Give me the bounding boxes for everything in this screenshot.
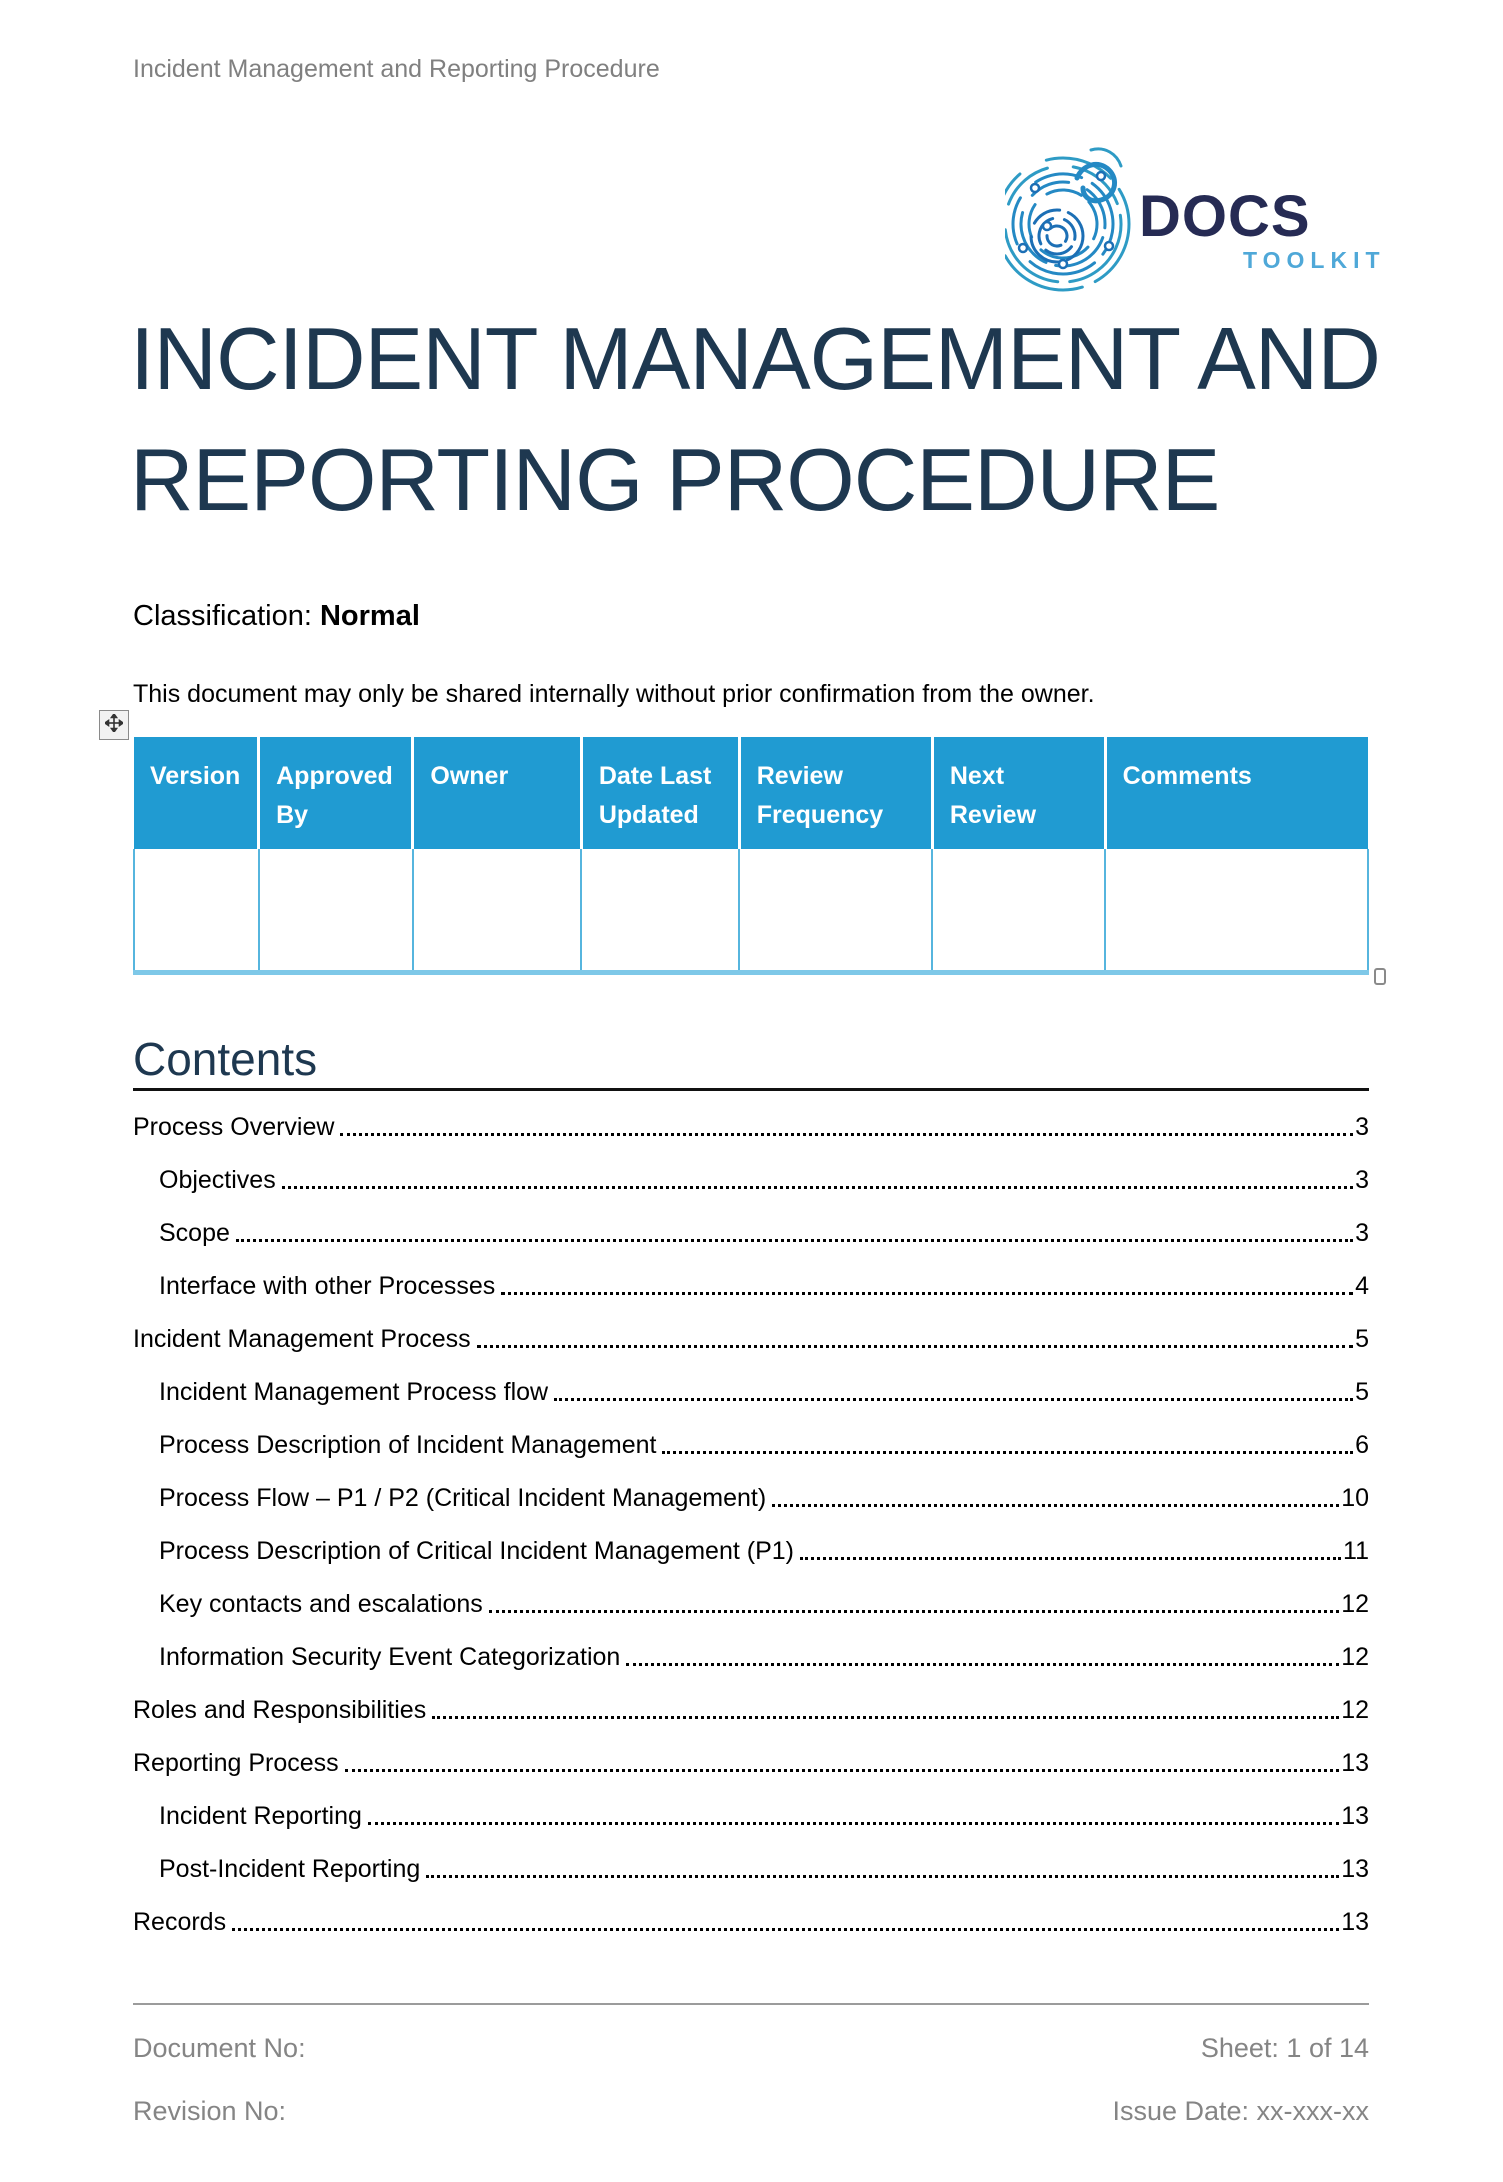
toc-entry-roles-and-responsibilities[interactable] (133, 1680, 1369, 1733)
toc-page-number: 13 (1341, 1855, 1369, 1883)
toc-label: Scope (159, 1219, 230, 1247)
toc-page-number: 11 (1343, 1537, 1369, 1565)
footer-document-no: Document No: (133, 2033, 306, 2063)
dot-leader (554, 1398, 1353, 1401)
toc-page-number: 6 (1355, 1431, 1369, 1459)
toc-label: Objectives (159, 1166, 276, 1194)
table-move-handle[interactable] (99, 710, 129, 740)
toc-entry-key-contacts-and-escalations[interactable] (133, 1574, 1369, 1627)
toc-page-number: 12 (1341, 1696, 1369, 1724)
table-row (134, 849, 1368, 972)
footer-row-2 (133, 2096, 1369, 2127)
toc-entry-process-flow-p1-p2[interactable] (133, 1468, 1369, 1521)
table-resize-handle[interactable] (1374, 968, 1386, 985)
running-header: Incident Management and Reporting Procedure (133, 55, 660, 83)
column-header-version: Version (134, 737, 259, 849)
footer-revision-no: Revision No: (133, 2096, 287, 2126)
toc-page-number: 12 (1341, 1590, 1369, 1618)
toc-label: Process Flow – P1 / P2 (Critical Incident Management) (159, 1484, 767, 1512)
dot-leader (800, 1557, 1341, 1560)
toc-label: Roles and Responsibilities (133, 1696, 427, 1724)
toc-label: Post-Incident Reporting (159, 1855, 421, 1883)
toc-entry-incident-reporting[interactable] (133, 1786, 1369, 1839)
dot-leader (432, 1716, 1339, 1719)
toc-page-number: 13 (1341, 1749, 1369, 1777)
toc-page-number: 4 (1355, 1272, 1369, 1300)
toc-label: Process Overview (133, 1113, 335, 1141)
document-title (130, 298, 1390, 541)
toc-entry-incident-management-process-flow[interactable] (133, 1362, 1369, 1415)
column-header-date-last-updated: Date Last Updated (581, 737, 739, 849)
logo-brand: DOCS (1139, 184, 1311, 249)
fingerprint-icon (1005, 136, 1133, 294)
footer-divider (133, 2003, 1369, 2005)
toc-label: Reporting Process (133, 1749, 339, 1777)
toc-label: Key contacts and escalations (159, 1590, 483, 1618)
table-cell-review-frequency[interactable] (739, 849, 932, 972)
toc-label: Information Security Event Categorization (159, 1643, 621, 1671)
dot-leader (282, 1186, 1353, 1189)
table-cell-owner[interactable] (413, 849, 581, 972)
toc-page-number: 3 (1355, 1219, 1369, 1247)
toc-entry-interface-with-other-processes[interactable] (133, 1256, 1369, 1309)
sharing-notice: This document may only be shared internally without prior confirmation from the owner. (133, 680, 1095, 708)
toc-label: Process Description of Incident Management (159, 1431, 657, 1459)
toc-entry-scope[interactable] (133, 1203, 1369, 1256)
document-title-line1: INCIDENT MANAGEMENT AND (130, 309, 1380, 408)
toc-page-number: 5 (1355, 1325, 1369, 1353)
dot-leader (232, 1928, 1339, 1931)
footer-row-1 (133, 2033, 1369, 2064)
column-header-comments: Comments (1105, 737, 1368, 849)
contents-divider (133, 1088, 1369, 1091)
toc-page-number: 13 (1341, 1908, 1369, 1936)
table-of-contents (133, 1097, 1369, 1945)
docs-toolkit-logo (1005, 136, 1386, 294)
dot-leader (626, 1663, 1339, 1666)
toc-label: Process Description of Critical Incident Management (P1) (159, 1537, 794, 1565)
classification-label: Classification: (133, 600, 320, 632)
toc-page-number: 13 (1341, 1802, 1369, 1830)
dot-leader (501, 1292, 1353, 1295)
dot-leader (489, 1610, 1339, 1613)
dot-leader (345, 1769, 1340, 1772)
toc-entry-process-description-incident-management[interactable] (133, 1415, 1369, 1468)
column-header-review-frequency: Review Frequency (739, 737, 932, 849)
toc-entry-information-security-event-categorization[interactable] (133, 1627, 1369, 1680)
dot-leader (426, 1875, 1339, 1878)
toc-entry-process-description-critical-incident[interactable] (133, 1521, 1369, 1574)
toc-entry-records[interactable] (133, 1892, 1369, 1945)
toc-page-number: 5 (1355, 1378, 1369, 1406)
version-control-table (133, 737, 1369, 975)
toc-label: Interface with other Processes (159, 1272, 496, 1300)
toc-entry-incident-management-process[interactable] (133, 1309, 1369, 1362)
table-cell-next-review[interactable] (932, 849, 1105, 972)
logo-subbrand: TOOLKIT (1243, 247, 1386, 273)
dot-leader (368, 1822, 1339, 1825)
dot-leader (340, 1133, 1353, 1136)
contents-heading: Contents (133, 1033, 318, 1085)
toc-entry-reporting-process[interactable] (133, 1733, 1369, 1786)
table-cell-approved-by[interactable] (259, 849, 413, 972)
toc-label: Incident Reporting (159, 1802, 362, 1830)
toc-page-number: 10 (1341, 1484, 1369, 1512)
toc-label: Incident Management Process flow (159, 1378, 549, 1406)
toc-entry-post-incident-reporting[interactable] (133, 1839, 1369, 1892)
table-cell-version[interactable] (134, 849, 259, 972)
table-cell-date-last-updated[interactable] (581, 849, 739, 972)
classification-value: Normal (319, 600, 420, 632)
dot-leader (477, 1345, 1353, 1348)
column-header-owner: Owner (413, 737, 581, 849)
document-title-line2: REPORTING PROCEDURE (130, 430, 1220, 530)
toc-entry-process-overview[interactable] (133, 1097, 1369, 1150)
column-header-approved-by: Approved By (259, 737, 413, 849)
toc-label: Incident Management Process (133, 1325, 471, 1353)
table-cell-comments[interactable] (1105, 849, 1368, 972)
toc-page-number: 3 (1355, 1113, 1369, 1141)
classification-line (133, 600, 420, 633)
dot-leader (236, 1239, 1353, 1242)
toc-entry-objectives[interactable] (133, 1150, 1369, 1203)
toc-page-number: 12 (1341, 1643, 1369, 1671)
footer-issue-date: Issue Date: xx-xxx-xx (1112, 2096, 1369, 2126)
logo-text (1139, 136, 1386, 294)
dot-leader (662, 1451, 1353, 1454)
toc-label: Records (133, 1908, 227, 1936)
column-header-next-review: Next Review (932, 737, 1105, 849)
toc-page-number: 3 (1355, 1166, 1369, 1194)
dot-leader (772, 1504, 1339, 1507)
move-icon (105, 714, 123, 737)
footer-sheet: Sheet: 1 of 14 (1200, 2033, 1369, 2063)
table-header-row (134, 737, 1368, 849)
